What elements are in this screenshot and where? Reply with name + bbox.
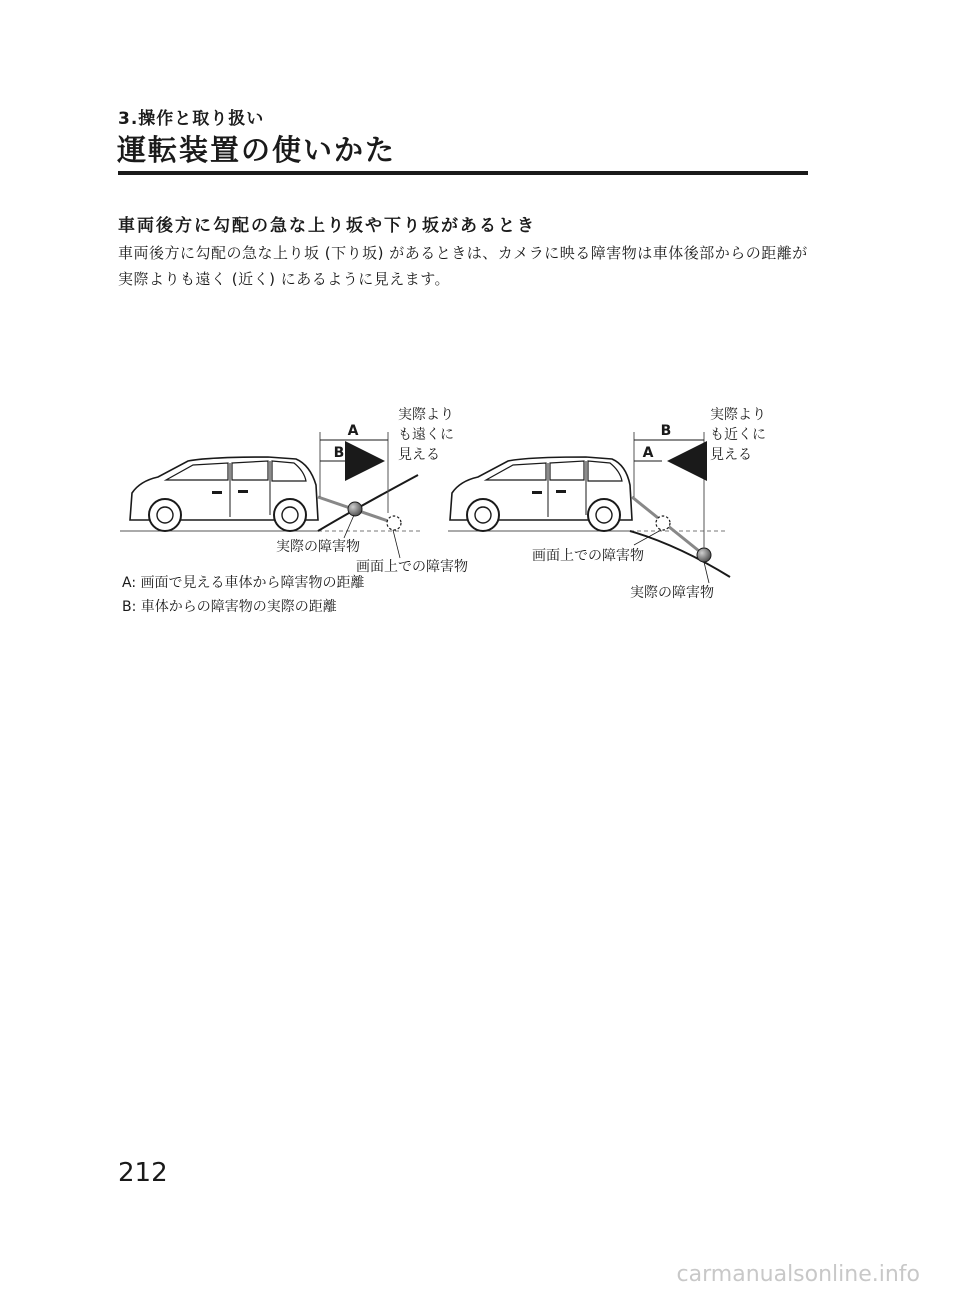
page-number: 212 bbox=[118, 1158, 168, 1188]
car-right-icon bbox=[450, 457, 632, 531]
right-diagram bbox=[448, 407, 766, 601]
legend-b: B: 車体からの障害物の実際の距離 bbox=[122, 599, 337, 615]
actual-obstacle-left-icon bbox=[348, 502, 362, 516]
screen-obstacle-label-right: 画面上での障害物 bbox=[532, 548, 644, 564]
note-right-line1: 実際より bbox=[710, 407, 766, 423]
slope-camera-diagram bbox=[118, 395, 766, 620]
actual-obstacle-label-left: 実際の障害物 bbox=[276, 539, 360, 555]
note-left-line3: 見える bbox=[398, 447, 440, 463]
label-a-right: A bbox=[642, 445, 654, 461]
actual-obstacle-right-icon bbox=[697, 548, 711, 562]
note-left-line2: も遠くに bbox=[398, 427, 454, 443]
left-diagram bbox=[120, 407, 468, 575]
label-b-right: B bbox=[660, 423, 672, 439]
chapter-label: 3.操作と取り扱い bbox=[118, 109, 265, 129]
note-right-line3: 見える bbox=[710, 447, 752, 463]
note-left-line1: 実際より bbox=[398, 407, 454, 423]
note-right-line2: も近くに bbox=[710, 427, 766, 443]
screen-obstacle-left-icon bbox=[387, 516, 401, 530]
screen-obstacle-label-left: 画面上での障害物 bbox=[356, 559, 468, 575]
legend-a: A: 画面で見える車体から障害物の距離 bbox=[122, 575, 365, 591]
footer-watermark: carmanualsonline.info bbox=[676, 1262, 920, 1287]
page-title: 運転装置の使いかた bbox=[117, 133, 397, 167]
title-rule bbox=[118, 171, 808, 175]
section-body: 車両後方に勾配の急な上り坂 (下り坂) があるときは、カメラに映る障害物は車体後部からの距離が実際よりも遠く (近く) にあるように見えます。 bbox=[118, 244, 808, 288]
screen-obstacle-right-icon bbox=[656, 516, 670, 530]
downhill-slope-line bbox=[630, 531, 730, 577]
car-left-icon bbox=[130, 457, 318, 531]
label-a-left: A bbox=[347, 423, 359, 439]
actual-obstacle-label-right: 実際の障害物 bbox=[630, 585, 714, 601]
section-heading: 車両後方に勾配の急な上り坂や下り坂があるとき bbox=[118, 216, 536, 236]
label-b-left: B bbox=[333, 445, 345, 461]
